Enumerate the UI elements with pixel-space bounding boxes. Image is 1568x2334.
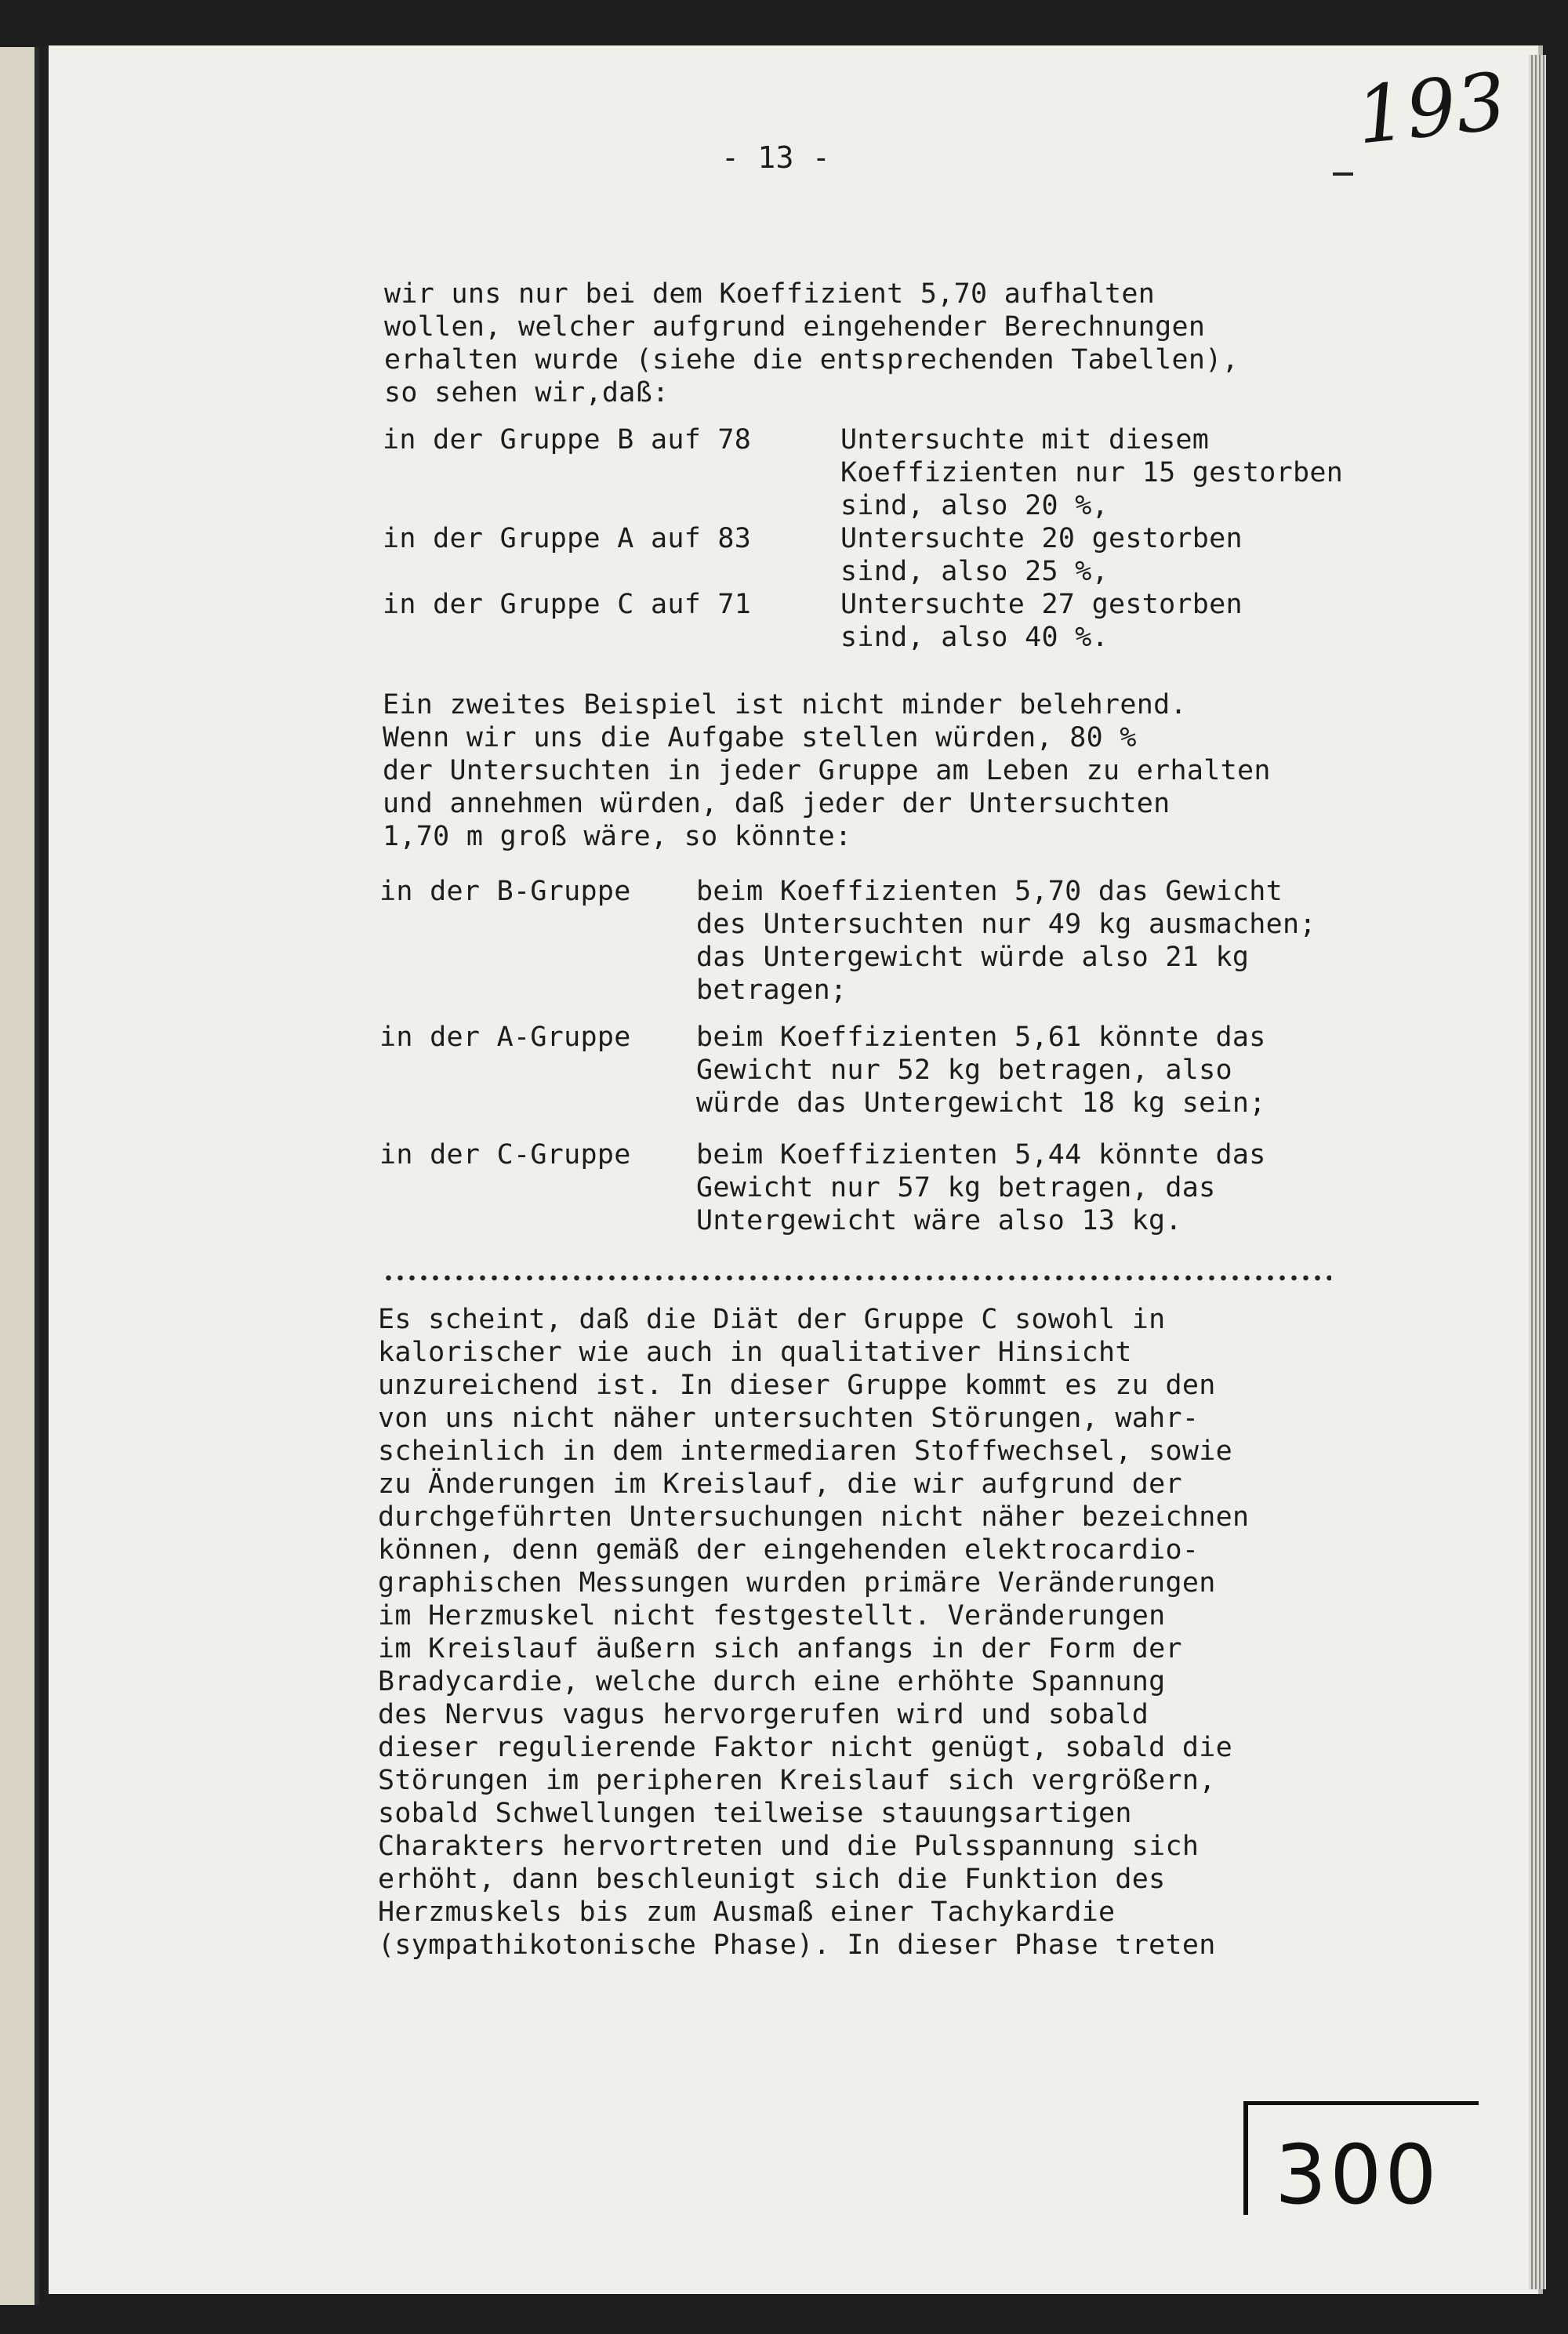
group-text: Untersuchte mit diesem [840,424,1210,456]
handwritten-folio: 193 [1352,55,1511,162]
left-page-edge [0,47,39,2305]
body-line: Ein zweites Beispiel ist nicht minder belehrend. [383,689,1187,721]
binding-shadow [34,47,39,2305]
body-line: sobald Schwellungen teilweise stauungsartigen [378,1798,1132,1829]
body-line: können, denn gemäß der eingehenden elektrocardio- [378,1534,1200,1566]
group-label: in der Gruppe A auf 83 [383,523,768,554]
stamp-number: 300 [1275,2127,1440,2223]
body-line: Bradycardie, welche durch eine erhöhte Spannung [378,1666,1166,1697]
group-text: Untergewicht wäre also 13 kg. [696,1205,1182,1236]
group-text: sind, also 25 %, [840,556,1109,587]
group-label: in der B-Gruppe [379,876,648,907]
group-text: des Untersuchten nur 49 kg ausmachen; [696,909,1316,940]
page-stack-edge [1529,55,1546,2289]
body-line: 1,70 m groß wäre, so könnte: [383,821,852,852]
group-label: in der A-Gruppe [379,1022,648,1053]
group-text: Untersuchte 27 gestorben [840,589,1243,620]
body-line: so sehen wir,daß: [384,377,670,408]
group-text: Gewicht nur 57 kg betragen, das [696,1172,1216,1203]
body-line: im Kreislauf äußern sich anfangs in der Form der [378,1633,1182,1664]
group-text: betragen; [696,975,848,1006]
body-line: Es scheint, daß die Diät der Gruppe C sowohl in [378,1304,1166,1335]
body-line: kalorischer wie auch in qualitativer Hinsicht [378,1337,1132,1368]
group-label: in der C-Gruppe [379,1139,648,1171]
body-line: erhöht, dann beschleunigt sich die Funktion des [378,1864,1166,1895]
group-text: sind, also 40 %. [840,622,1109,653]
body-line: des Nervus vagus hervorgerufen wird und sobald [378,1699,1149,1730]
body-line: Wenn wir uns die Aufgabe stellen würden, 80 % [383,722,1137,753]
group-text: das Untergewicht würde also 21 kg [696,942,1250,973]
page-number: - 13 - [721,140,831,175]
body-line: scheinlich in dem intermediaren Stoffwechsel, sowie [378,1436,1232,1467]
body-line: unzureichend ist. In dieser Gruppe kommt es zu den [378,1370,1216,1401]
body-line: Charakters hervortreten und die Pulsspannung sich [378,1831,1200,1862]
group-text: Gewicht nur 52 kg betragen, also [696,1054,1232,1086]
body-line: Störungen im peripheren Kreislauf sich vergrößern, [378,1765,1216,1796]
body-line: der Untersuchten in jeder Gruppe am Leben zu erhalten [383,755,1271,786]
stamp-left-line [1243,2101,1248,2215]
group-text: beim Koeffizienten 5,44 könnte das [696,1139,1266,1171]
body-line: von uns nicht näher untersuchten Störungen, wahr- [378,1403,1200,1434]
group-text: Koeffizienten nur 15 gestorben [840,457,1344,488]
group-text: beim Koeffizienten 5,61 könnte das [696,1022,1266,1053]
group-text: beim Koeffizienten 5,70 das Gewicht [696,876,1283,907]
body-line: graphischen Messungen wurden primäre Veränderungen [378,1567,1216,1599]
archive-stamp [1239,2101,1474,2223]
stamp-top-line [1243,2101,1479,2105]
body-line: erhalten wurde (siehe die entsprechenden Tabellen), [384,344,1239,376]
body-line: im Herzmuskel nicht festgestellt. Veränderungen [378,1600,1166,1632]
body-line: wollen, welcher aufgrund eingehender Berechnungen [384,311,1206,343]
body-line: (sympathikotonische Phase). In dieser Phase treten [378,1929,1216,1961]
body-line: zu Änderungen im Kreislauf, die wir aufgrund der [378,1468,1182,1500]
group-label: in der Gruppe B auf 78 [383,424,768,456]
body-line: wir uns nur bei dem Koeffizient 5,70 aufhalten [384,278,1156,310]
body-line: und annehmen würden, daß jeder der Untersuchten [383,788,1171,819]
group-text: würde das Untergewicht 18 kg sein; [696,1087,1266,1119]
group-text: Untersuchte 20 gestorben [840,523,1243,554]
group-label: in der Gruppe C auf 71 [383,589,768,620]
group-text: sind, also 20 %, [840,490,1109,521]
dotted-separator [383,1275,1331,1281]
folio-dash [1333,172,1353,176]
body-line: Herzmuskels bis zum Ausmaß einer Tachykardie [378,1897,1116,1928]
body-line: durchgeführten Untersuchungen nicht näher bezeichnen [378,1501,1250,1533]
body-line: dieser regulierende Faktor nicht genügt, sobald die [378,1732,1232,1763]
